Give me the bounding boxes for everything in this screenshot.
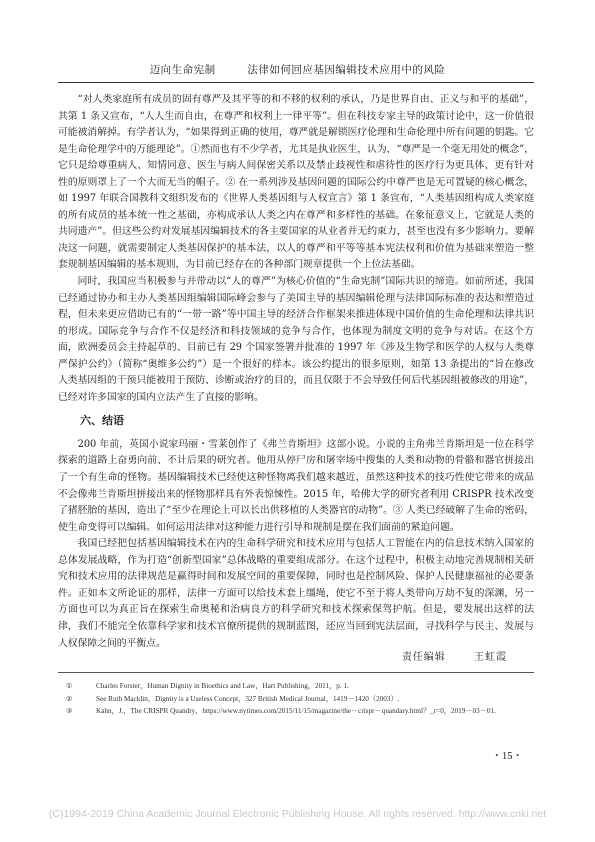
footnote: [58, 680, 534, 693]
conclusion-paragraph: 我国已经把包括基因编辑技术在内的生命科学研究和技术应用与包括人工智能在内的信息技术纳入国家的总体发展战略，作为打造“创新型国家”总体战略的重要组成部分。在这个过程中，积极主动地完善规制相关研究和技术应用的法律规范是赢得时间和发展空间的重要保障，同时也是控制风险、保护人民健康福祉的必要条件。正如本文所论证的那样，法律一方面可以给技术套上缰绳，使它不至于将人类带向万劫不复的深渊，另一方面也可以为真正旨在探索生命奥秘和治病良方的科学研究和技术探索保驾护航。但是，要发展出这样的法律，我们不能完全依靠科学家和技术官僚所提供的规制蓝图，还应当回到宪法层面，寻找科学与民主、发展与人权保障之间的平衡点。: [58, 538, 534, 649]
section-heading: 六、结语: [80, 414, 124, 428]
body-paragraph: 同时，我国应当积极参与并带动以“人的尊严”为核心价值的“生命宪制”国际共识的缔造。如前所述，我国已经通过协办和主办人类基因组编辑国际峰会参与了美国主导的基因编辑伦理与法律国际标准的表达和塑造过程，但未来更应借助已有的“一带一路”等中国主导的经济合作框架来推进体现中国价值的生命伦理和法律共识的形成。国际竞争与合作不仅是经济和科技领域的竞争与合作，也体现为制度文明的竞争与对话。在这个方面，欧洲委员会主持起草的、目前已有 29 个国家签署并批准的 1997 年《涉及生物学和医学的人权与人类尊严保护公约》（简称“奥维多公约”）是一个很好的样本。该公约提出的很多原则，如第 13 条提出的“旨在修改人类基因组的干预只能被用于预防、诊断或治疗的目的，而且仅限于不会导致任何后代基因组被修改的用途”，已经对许多国家的国内立法产生了直接的影响。: [58, 276, 534, 403]
header-article-title: 法律如何回应基因编辑技术应用中的风险: [247, 64, 446, 76]
footnote: [58, 693, 534, 706]
conclusion-paragraph: 200 年前，英国小说家玛丽・雪莱创作了《弗兰肯斯坦》这部小说。小说的主角弗兰肯斯坦是一位在科学探索的道路上奋勇向前、不计后果的研究者。他用从停尸房和屠宰场中搜集的人类和动物的骨骼和器官拼接出了一个有生命的怪物。基因编辑技术已经使这种怪物离我们越来越近，虽然这种技术的技巧性使它带来的成品不会像弗兰肯斯坦拼接出来的怪物那样具有外表惊悚性。2015 年，哈佛大学的研究者利用 CRISPR 技术改变了猪胚胎的基因，造出了“至少在理论上可以长出供移植的人类器官的动物”。③ 人类已经破解了生命的密码，使生命变得可以编辑。如何运用法律对这种能力进行引导和规制是摆在我们面前的紧迫问题。: [58, 438, 534, 533]
footnote: [58, 705, 534, 718]
footnote-number: ③: [66, 707, 73, 715]
footnote-rule: [58, 672, 534, 673]
copyright-watermark: (C)1994-2019 China Academic Journal Electronic Publishing House. All rights reserved. http://www.cnki.net: [48, 808, 547, 820]
running-header: [0, 62, 595, 77]
footnote-number: ①: [66, 682, 73, 690]
footnote-text: See Ruth Macklin，Dignity is a Useless Concept，327 British Medical Journal，1419－1420（2003）.: [96, 694, 400, 703]
body-paragraph: “对人类家庭所有成员的固有尊严及其平等的和不移的权利的承认，乃是世界自由、正义与和平的基础”，其第 1 条又宣布，“人人生而自由，在尊严和权利上一律平等”。但在科技专家主导的政策讨论中，这一价值很可能被消解掉。有学者认为，“如果得到正确的使用，尊严就是解锁医疗伦理和生命伦理中所有问题的钥匙。它是生命伦理学中的万能理论”。①然而也有不少学者，尤其是执业医生，认为，“尊严是一个毫无用处的概念”，它只是给尊重病人、知情同意、医生与病人间保密关系以及禁止歧视性和虐待性的医疗行为更具体、更有针对性的原则罩上了一个大而无当的帽子。② 在一系列涉及基因问题的国际公约中尊严也是无可置疑的核心概念，如 1997 年联合国教科文组织发布的《世界人类基因组与人权宣言》第 1 条宣布，“人类基因组构成人类家庭的所有成员的基本统一性之基础，亦构成承认人类之内在尊严和多样性的基础。在象征意义上，它就是人类的共同遗产”。但这些公约对发展基因编辑技术的各主要国家的从业者并无约束力，甚至也没有多少影响力。要解决这一问题，就需要制定人类基因保护的基本法，以人的尊严和平等等基本宪法权利和价值为基础来塑造一整套规制基因编辑的基本规则，为目前已经存在的各种部门规章提供一个上位法基础。: [58, 94, 534, 271]
footnote-number: ②: [66, 694, 73, 703]
footnote-text: Kahn，J.，The CRISPR Quandry，https://www.nytimes.com/2015/11/15/magazine/the－crispr－quandary.html？_r=0，2019－03－01.: [96, 707, 496, 715]
editor-label: 责任编辑: [401, 652, 446, 663]
footnotes: [58, 680, 534, 718]
footnote-text: Charles Forster，Human Dignity in Bioethics and Law，Hart Publishing，2011，p. 1.: [96, 682, 349, 690]
page-number: ・15・: [491, 751, 523, 762]
header-journal-section: 迈向生命宪制: [149, 64, 216, 76]
article-body: [58, 92, 534, 652]
header-rule: [58, 82, 534, 83]
editor-name: 王虹霞: [474, 652, 507, 663]
responsible-editor: [378, 648, 507, 663]
